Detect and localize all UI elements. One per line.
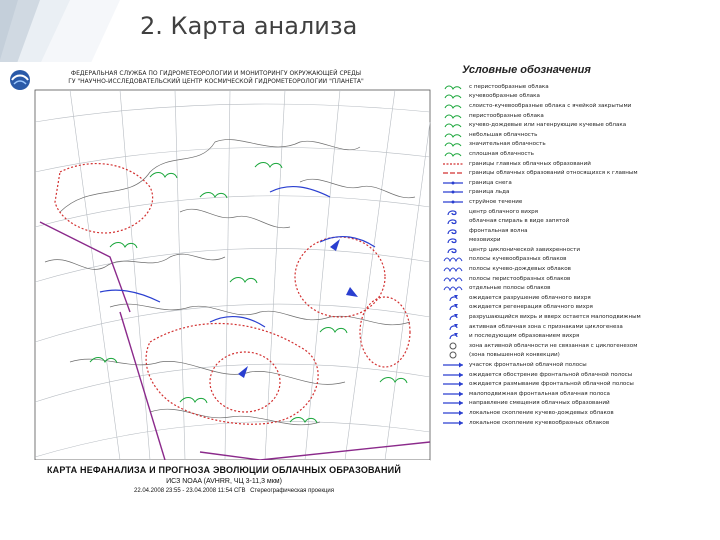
cumulonimbus-local-cluster-icon [440,408,466,417]
vortex-dissipation-icon [440,293,466,302]
vortex-restoration-icon [440,313,466,322]
legend-item [440,331,715,341]
legend-item [440,351,715,361]
legend-item [440,389,715,399]
legend-item-label: перистообразные облака [469,112,544,119]
secondary-cloud-boundary-icon [440,169,466,178]
legend-item-label: небольшая облачность [469,131,538,138]
convection-zone-icon [440,351,466,360]
analysis-map [0,62,432,517]
legend-item [440,303,715,313]
legend-item-label: полосы кучево-дождевых облаков [469,266,571,273]
legend-item [440,140,715,150]
legend-item [440,236,715,246]
legend-item [440,312,715,322]
snow-boundary-icon [440,178,466,187]
legend-item-label: локальное скопление кучевообразных облаков [469,419,610,426]
legend-item [440,216,715,226]
legend-item [440,82,715,92]
legend-item [440,322,715,332]
cyclonic-curvature-icon [440,245,466,254]
legend-item-label: центр облачного вихря [469,208,539,215]
agency-logo [8,68,32,92]
legend-item-label: полосы перистообразных облаков [469,275,571,282]
legend-item-label: фронтальная волна [469,227,528,234]
legend-item [440,120,715,130]
legend-item-label: зона активной облачности не связанная с циклогенезом [469,342,638,349]
legend-item [440,178,715,188]
legend-item-label: сплошная облачность [469,150,534,157]
map-header [36,70,396,86]
legend-item-label: активная облачная зона с признаками циклогенеза [469,323,623,330]
legend-item [440,101,715,111]
ice-boundary-icon [440,188,466,197]
legend-item [440,197,715,207]
map-footer-projection: Стереографическая проекция [250,488,334,494]
map-legend [440,64,715,427]
mesovortex-icon [440,236,466,245]
slide-title: 2. Карта анализа [140,12,358,40]
frontal-band-sharpening-icon [440,370,466,379]
legend-item-label: центр циклонической завихренности [469,246,580,253]
vortex-regeneration-icon [440,303,466,312]
legend-item-label: ожидается обострение фронтальной облачной полосы [469,371,633,378]
cumulonimbus-bands-icon [440,265,466,274]
legend-item-label: участок фронтальной облачной полосы [469,362,587,369]
legend-item-label: (зона повышенной конвекции) [469,352,560,359]
legend-item [440,264,715,274]
legend-item [440,418,715,428]
cumulonimbus-symbol-icon [440,121,466,130]
legend-item-label: граница льда [469,189,510,196]
legend-item [440,207,715,217]
legend-item-label: ожидается регенерация облачного вихря [469,304,593,311]
cloud-spiral-icon [440,217,466,226]
vortex-formation-icon [440,332,466,341]
layered-cumulus-symbol-icon [440,101,466,110]
cumulus-cloud-symbol-icon [440,92,466,101]
legend-item-label: малоподвижная фронтальная облачная полоса [469,390,610,397]
map-footer-meta [24,488,424,494]
map-footer [24,465,424,494]
legend-item-label: направление смещения облачных образований [469,400,610,407]
legend-item [440,283,715,293]
frontal-band-erosion-icon [440,380,466,389]
legend-item-label: слоисто-кучевообразные облака с ячейкой закрытыми [469,102,632,109]
legend-item [440,111,715,121]
legend-item-label: с перистообразные облака [469,83,549,90]
active-cloud-vortex-icon [440,322,466,331]
map-footer-title: КАРТА НЕФАНАЛИЗА И ПРОГНОЗА ЭВОЛЮЦИИ ОБЛАЧНЫХ ОБРАЗОВАНИЙ [46,465,402,475]
cirrus-bands-icon [440,274,466,283]
legend-item [440,130,715,140]
legend-item [440,226,715,236]
significant-cloudiness-icon [440,140,466,149]
legend-item [440,168,715,178]
cirrus-cloud-symbol-icon [440,111,466,120]
legend-item [440,408,715,418]
map-header-agency: ФЕДЕРАЛЬНАЯ СЛУЖБА ПО ГИДРОМЕТЕОРОЛОГИИ И МОНИТОРИНГУ ОКРУЖАЮЩЕЙ СРЕДЫ [70,70,362,77]
map-footer-timestamp: 22.04.2008 23:55 - 23.04.2008 11:54 СГВ [134,488,246,494]
legend-item-label: локальное скопление кучево-дождевых облаков [469,409,614,416]
frontal-cloud-band-icon [440,361,466,370]
legend-item-label: и последующим образованием вихря [469,333,580,340]
legend-item [440,274,715,284]
legend-item [440,188,715,198]
legend-item-label: границы главных облачных образований [469,160,591,167]
legend-item [440,159,715,169]
legend-item-label: значительная облачность [469,141,546,148]
inactive-cloud-zone-icon [440,341,466,350]
legend-item [440,245,715,255]
stratus-cloud-symbol-icon [440,82,466,91]
cloud-movement-direction-icon [440,399,466,408]
jet-stream-icon [440,197,466,206]
cloud-vortex-center-icon [440,207,466,216]
legend-item [440,149,715,159]
legend-title: Условные обозначения [462,64,591,76]
legend-item-label: ожидается разрушение облачного вихря [469,294,591,301]
legend-item-label: облачная спираль в виде запятой [469,218,570,225]
legend-item [440,293,715,303]
legend-item [440,92,715,102]
legend-item [440,370,715,380]
small-cloudiness-icon [440,130,466,139]
legend-item-label: ожидается размывание фронтальной облачной полосы [469,381,634,388]
legend-item [440,341,715,351]
main-cloud-boundary-icon [440,159,466,168]
legend-item [440,379,715,389]
legend-item-label: отдельные полосы облаков [469,285,551,292]
legend-item-label: границы облачных образований относящихся к главным [469,170,638,177]
legend-item [440,360,715,370]
separate-cloud-bands-icon [440,284,466,293]
cumulus-bands-icon [440,255,466,264]
legend-item-label: мезовихри [469,237,501,244]
legend-item-label: разрушающийся вихрь и вверх остается малоподвижным [469,314,641,321]
legend-list [440,82,715,427]
legend-item [440,255,715,265]
legend-item-label: кучевообразные облака [469,93,540,100]
frontal-wave-icon [440,226,466,235]
map-footer-satellite: ИСЗ NOAA (AVHRR, ЧЦ 3-11,3 мкм) [166,478,282,485]
legend-item-label: струйное течение [469,198,523,205]
cumulus-local-cluster-icon [440,418,466,427]
legend-item-label: кучево-дождевые или нагенрующие кучевые облака [469,122,627,129]
legend-item-label: полосы кучевообразных облаков [469,256,567,263]
legend-item-label: граница снега [469,179,512,186]
overcast-icon [440,149,466,158]
map-header-center: ГУ "НАУЧНО-ИССЛЕДОВАТЕЛЬСКИЙ ЦЕНТР КОСМИЧЕСКОЙ ГИДРОМЕТЕОРОЛОГИИ "ПЛАНЕТА" [68,78,364,85]
stationary-frontal-band-icon [440,389,466,398]
legend-item [440,399,715,409]
